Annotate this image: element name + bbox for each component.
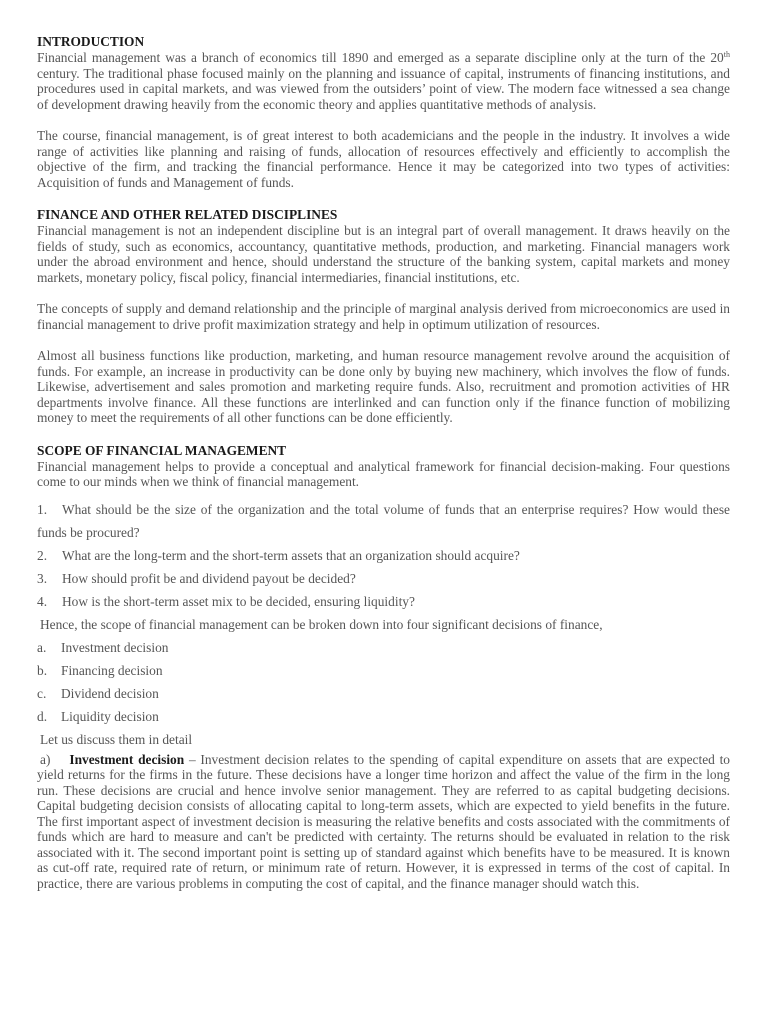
list-item: 3. How should profit be and dividend payout be decided?: [37, 570, 356, 586]
scope-intro: Financial management helps to provide a conceptual and analytical framework for financial decision-making. Four questions come to our minds when we think of financial management.: [37, 458, 730, 489]
scope-hence: Hence, the scope of financial management can be broken down into four significant decisions of finance,: [40, 616, 603, 632]
investment-title: Investment decision: [69, 751, 185, 767]
document-page: [37, 33, 730, 891]
decisions-list: [37, 636, 730, 728]
introduction-paragraph-1: Financial management was a branch of economics till 1890 and emerged as a separate discipline only at the turn of the 20th century. The traditional phase focused mainly on the planning and issuance of capital, instruments of financing institutions, and procedures used in capital markets, and was viewed from the outsiders’ point of view. The modern face witnessed a sea change of development drawing heavily from the economic theory and applies quantitative methods of analysis.: [37, 50, 730, 112]
list-item: c. Dividend decision: [37, 685, 159, 701]
investment-decision-paragraph: [37, 752, 730, 892]
related-paragraph-2: The concepts of supply and demand relationship and the principle of marginal analysis derived from microeconomics are used in financial management to drive profit maximization strategy and help in optimum utilization of resources.: [37, 301, 730, 332]
related-disciplines-heading: FINANCE AND OTHER RELATED DISCIPLINES: [37, 207, 338, 222]
list-item: d. Liquidity decision: [37, 708, 159, 724]
list-item: 2. What are the long-term and the short-term assets that an organization should acquire?: [37, 547, 520, 563]
list-item: 1. What should be the size of the organization and the total volume of funds that an enterprise requires? How would these funds be procured?: [37, 501, 730, 540]
related-paragraph-3: Almost all business functions like production, marketing, and human resource management revolve around the acquisition of funds. For example, an increase in productivity can be done only by buying new machinery, which involves the flow of funds. Likewise, advertisement and sales promotion and marketing require funds. Also, recruitment and promotion activities of HR departments involve finance. All these functions are interlinked and can function only if the finance function of mobilizing money to meet the requirements of all other functions can be done efficiently.: [37, 348, 730, 425]
investment-body: – Investment decision relates to the spending of capital expenditure on assets that are expected to yield returns for the firms in the future. These decisions have a longer time horizon and affect the value of the firm in the long run. These decisions are crucial and hence involve senior management. They are referred to as capital budgeting decisions. Capital budgeting decision consists of allocating capital to long-term assets, which are expected to yield benefits in the future. The first important aspect of investment decision is measuring the relative benefits and costs associated with the commitments of funds which are hard to measure and can't be predicted with certainty. The returns should be evaluated in relation to the risk associated with it. The second important point is setting up of standard against which benefits have to be measured. It is known as cut-off rate, required rate of return, or minimum rate of return. However, it is expressed in terms of the cost of capital. In practice, there are various problems in computing the cost of capital, and the finance manager should watch this.: [37, 751, 730, 891]
list-item: 4. How is the short-term asset mix to be decided, ensuring liquidity?: [37, 593, 415, 609]
questions-list: [37, 498, 730, 613]
introduction-heading: INTRODUCTION: [37, 34, 145, 49]
investment-label: a): [40, 751, 51, 767]
scope-heading: SCOPE OF FINANCIAL MANAGEMENT: [37, 442, 287, 458]
introduction-paragraph-2: The course, financial management, is of great interest to both academicians and the people in the industry. It involves a wide range of activities like planning and raising of funds, allocation of resources effectively and efficiently to accomplish the objective of the firm, and tracking the financial performance. Hence it may be categorized into two types of activities: Acquisition of funds and Management of funds.: [37, 128, 730, 190]
list-item: a. Investment decision: [37, 639, 169, 655]
superscript-th: th: [723, 50, 730, 59]
discuss-line: Let us discuss them in detail: [40, 731, 193, 747]
related-paragraph-1: Financial management is not an independent discipline but is an integral part of overall management. It draws heavily on the fields of study, such as economics, accountancy, quantitative methods, production, and marketing. Financial managers work under the abroad environment and hence, should understand the structure of the banking system, capital markets and money markets, monetary policy, fiscal policy, financial intermediaries, financial institutions, etc.: [37, 223, 730, 285]
list-item: b. Financing decision: [37, 662, 163, 678]
